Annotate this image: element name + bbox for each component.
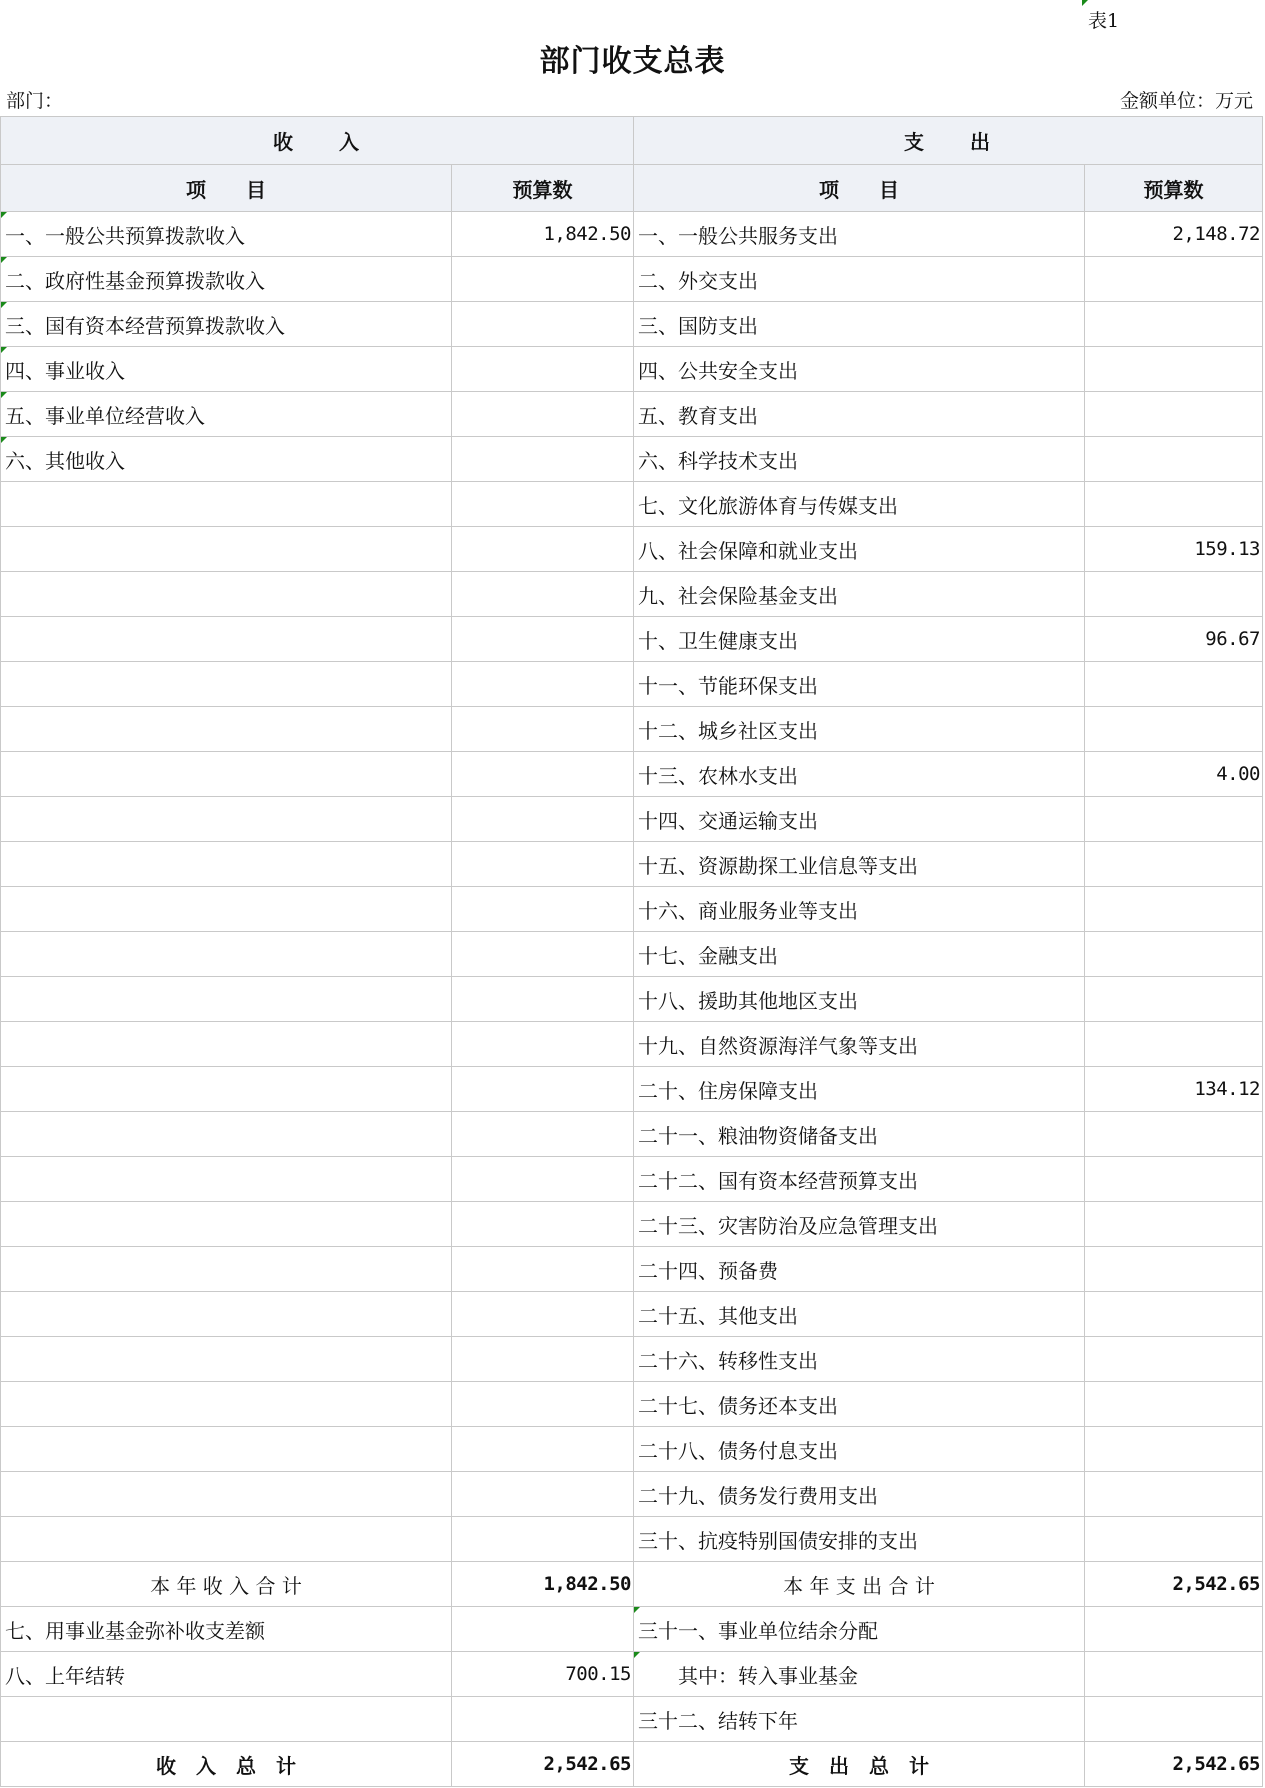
grand-income-total-label [1, 1742, 452, 1787]
expense-item-cell [634, 437, 1085, 482]
expense-item-cell [634, 572, 1085, 617]
table-row [1, 1022, 1263, 1067]
expense-value-cell [1085, 1157, 1263, 1202]
income-item-cell [1, 1517, 452, 1562]
income-item-cell [1, 1202, 452, 1247]
table-row [1, 1067, 1263, 1112]
income-item-cell [1, 662, 452, 707]
grand-income-total-label-text: 收 入 总 计 [156, 1753, 296, 1778]
income-value-cell [452, 1697, 634, 1742]
income-item-cell [1, 1607, 452, 1652]
table-row [1, 1382, 1263, 1427]
income-item-cell [1, 1472, 452, 1517]
income-value-cell [452, 1112, 634, 1157]
expense-value-cell [1085, 1112, 1263, 1157]
income-value-cell [452, 1652, 634, 1697]
expense-item-cell [634, 1247, 1085, 1292]
expense-item-cell [634, 1112, 1085, 1157]
table-row [1, 797, 1263, 842]
expense-value-cell [1085, 527, 1263, 572]
expense-item-cell-text: 十八、援助其他地区支出 [638, 988, 858, 1013]
income-value-cell [452, 617, 634, 662]
income-item-cell [1, 1427, 452, 1472]
table-row [1, 1337, 1263, 1382]
table-row [1, 1427, 1263, 1472]
expense-item-cell-text: 二十九、债务发行费用支出 [638, 1483, 878, 1508]
expense-item-cell [634, 662, 1085, 707]
income-section-header: 收 入 [1, 117, 634, 165]
cell-note-marker [634, 1652, 640, 1658]
table-row [1, 1697, 1263, 1742]
income-item-cell [1, 482, 452, 527]
expense-value-cell [1085, 1022, 1263, 1067]
expense-budget-header: 预算数 [1085, 165, 1263, 212]
expense-item-cell-text: 三、国防支出 [638, 313, 758, 338]
table-row [1, 392, 1263, 437]
expense-item-cell-text: 十四、交通运输支出 [638, 808, 818, 833]
income-value-cell [452, 347, 634, 392]
cell-note-marker [1, 257, 7, 263]
grand-expense-total-value-text: 2,542.65 [1172, 1753, 1260, 1775]
year-income-total-label-text: 本 年 收 入 合 计 [150, 1573, 302, 1598]
income-item-cell [1, 1067, 452, 1112]
income-value-cell [452, 482, 634, 527]
expense-item-cell-text: 十五、资源勘探工业信息等支出 [638, 853, 918, 878]
table-row [1, 1652, 1263, 1697]
income-item-cell [1, 707, 452, 752]
table-row [1, 842, 1263, 887]
expense-item-cell-text: 二十六、转移性支出 [638, 1348, 818, 1373]
expense-item-cell [634, 257, 1085, 302]
expense-item-cell [634, 1337, 1085, 1382]
expense-item-cell [634, 212, 1085, 257]
expense-item-cell-text: 六、科学技术支出 [638, 448, 798, 473]
expense-item-cell-text: 二十一、粮油物资储备支出 [638, 1123, 878, 1148]
table-row [1, 1157, 1263, 1202]
unit-label: 金额单位：万元 [1119, 90, 1253, 112]
income-value-cell [452, 1067, 634, 1112]
expense-value-cell-text: 2,148.72 [1172, 223, 1260, 245]
income-value-cell [452, 1472, 634, 1517]
income-item-cell [1, 527, 452, 572]
expense-item-cell [634, 347, 1085, 392]
income-value-cell [452, 707, 634, 752]
expense-item-cell-text: 十九、自然资源海洋气象等支出 [638, 1033, 918, 1058]
table-row [1, 572, 1263, 617]
income-item-cell [1, 1337, 452, 1382]
table-row [1, 527, 1263, 572]
expense-value-cell [1085, 887, 1263, 932]
expense-item-cell-text: 二十、住房保障支出 [638, 1078, 818, 1103]
income-value-cell [452, 1427, 634, 1472]
expense-value-cell [1085, 1202, 1263, 1247]
income-budget-header: 预算数 [452, 165, 634, 212]
expense-item-cell [634, 932, 1085, 977]
expense-item-cell [634, 1022, 1085, 1067]
expense-item-cell-text: 二十五、其他支出 [638, 1303, 798, 1328]
income-item-cell [1, 797, 452, 842]
income-value-cell [452, 572, 634, 617]
expense-item-cell [634, 1472, 1085, 1517]
grand-expense-total-value [1085, 1742, 1263, 1787]
table-row [1, 1607, 1263, 1652]
expense-item-cell-text: 二十三、灾害防治及应急管理支出 [638, 1213, 938, 1238]
income-item-cell-text: 一、一般公共预算拨款收入 [5, 223, 245, 248]
income-item-cell [1, 1157, 452, 1202]
expense-value-cell [1085, 212, 1263, 257]
table-row [1, 932, 1263, 977]
expense-value-cell-text: 134.12 [1194, 1078, 1260, 1100]
year-expense-total-value [1085, 1562, 1263, 1607]
income-item-cell [1, 932, 452, 977]
income-item-cell [1, 1382, 452, 1427]
column-header-row [1, 165, 1263, 212]
expense-value-cell [1085, 932, 1263, 977]
expense-value-cell [1085, 662, 1263, 707]
expense-item-cell-text: 十、卫生健康支出 [638, 628, 798, 653]
cell-note-marker [1, 212, 7, 218]
income-value-cell [452, 1292, 634, 1337]
expense-item-cell [634, 392, 1085, 437]
cell-note-marker [1, 302, 7, 308]
cell-note-marker [1, 392, 7, 398]
expense-value-cell [1085, 752, 1263, 797]
income-item-cell [1, 977, 452, 1022]
income-value-cell [452, 1022, 634, 1067]
year-expense-total-label-text: 本 年 支 出 合 计 [783, 1573, 935, 1598]
income-item-cell-text: 六、其他收入 [5, 448, 125, 473]
income-item-cell [1, 392, 452, 437]
expense-value-cell [1085, 572, 1263, 617]
section-header-row [1, 117, 1263, 165]
expense-item-header: 项 目 [634, 165, 1085, 212]
year-income-total-value-text: 1,842.50 [543, 1573, 631, 1595]
table-row [1, 662, 1263, 707]
expense-item-cell [634, 887, 1085, 932]
expense-item-cell-text: 四、公共安全支出 [638, 358, 798, 383]
table-row [1, 1247, 1263, 1292]
income-item-cell [1, 1292, 452, 1337]
income-value-cell [452, 842, 634, 887]
expense-value-cell [1085, 1427, 1263, 1472]
expense-value-cell [1085, 302, 1263, 347]
income-value-cell [452, 887, 634, 932]
income-item-cell [1, 1112, 452, 1157]
expense-item-cell-text: 三十二、结转下年 [638, 1708, 798, 1733]
table-row [1, 1472, 1263, 1517]
expense-item-cell-text: 三十、抗疫特别国债安排的支出 [638, 1528, 918, 1553]
year-income-total-value [452, 1562, 634, 1607]
expense-value-cell [1085, 482, 1263, 527]
expense-item-cell [634, 527, 1085, 572]
income-item-cell-text: 三、国有资本经营预算拨款收入 [5, 313, 285, 338]
expense-value-cell [1085, 1067, 1263, 1112]
cell-note-marker [634, 1607, 640, 1613]
expense-value-cell [1085, 257, 1263, 302]
table-row [1, 482, 1263, 527]
expense-item-cell-text: 十二、城乡社区支出 [638, 718, 818, 743]
expense-item-cell [634, 1427, 1085, 1472]
expense-value-cell [1085, 1337, 1263, 1382]
income-value-cell-text: 700.15 [565, 1663, 631, 1685]
expense-value-cell [1085, 1517, 1263, 1562]
expense-item-cell-text: 十六、商业服务业等支出 [638, 898, 858, 923]
income-value-cell [452, 1517, 634, 1562]
income-item-cell [1, 347, 452, 392]
expense-item-cell [634, 1697, 1085, 1742]
income-value-cell [452, 797, 634, 842]
income-value-cell [452, 527, 634, 572]
income-item-cell [1, 1022, 452, 1067]
income-value-cell [452, 932, 634, 977]
expense-item-cell [634, 1157, 1085, 1202]
expense-value-cell [1085, 707, 1263, 752]
expense-item-cell [634, 1517, 1085, 1562]
year-expense-total-label [634, 1562, 1085, 1607]
expense-item-cell [634, 482, 1085, 527]
expense-item-cell-text: 七、文化旅游体育与传媒支出 [638, 493, 898, 518]
year-income-total-label [1, 1562, 452, 1607]
table-row [1, 752, 1263, 797]
expense-item-cell [634, 1382, 1085, 1427]
expense-item-cell [634, 302, 1085, 347]
table-row [1, 257, 1263, 302]
expense-value-cell [1085, 1292, 1263, 1337]
table-row [1, 707, 1263, 752]
income-item-cell [1, 437, 452, 482]
expense-value-cell [1085, 617, 1263, 662]
expense-value-cell-text: 96.67 [1205, 628, 1260, 650]
expense-value-cell [1085, 797, 1263, 842]
expense-item-cell [634, 707, 1085, 752]
income-item-header: 项 目 [1, 165, 452, 212]
income-value-cell [452, 1202, 634, 1247]
table-row [1, 1292, 1263, 1337]
expense-item-cell [634, 617, 1085, 662]
income-item-cell [1, 842, 452, 887]
expense-item-cell [634, 752, 1085, 797]
expense-item-cell-text: 十一、节能环保支出 [638, 673, 818, 698]
income-value-cell [452, 1247, 634, 1292]
table-row [1, 437, 1263, 482]
expense-value-cell [1085, 1382, 1263, 1427]
table-row [1, 1517, 1263, 1562]
income-item-cell-text: 八、上年结转 [5, 1663, 125, 1688]
cell-note-marker [1082, 0, 1088, 6]
expense-value-cell [1085, 437, 1263, 482]
expense-item-cell-text: 五、教育支出 [638, 403, 758, 428]
table-row [1, 347, 1263, 392]
expense-item-cell-text: 九、社会保险基金支出 [638, 583, 838, 608]
cell-note-marker [1, 437, 7, 443]
table-row [1, 212, 1263, 257]
income-value-cell [452, 257, 634, 302]
income-expense-table [0, 116, 1263, 1787]
expense-item-cell [634, 1652, 1085, 1697]
table-row [1, 887, 1263, 932]
expense-item-cell-text: 二十二、国有资本经营预算支出 [638, 1168, 918, 1193]
expense-value-cell [1085, 1697, 1263, 1742]
expense-value-cell [1085, 392, 1263, 437]
income-item-cell [1, 617, 452, 662]
income-item-cell [1, 257, 452, 302]
cell-note-marker [1, 347, 7, 353]
income-item-cell-text: 二、政府性基金预算拨款收入 [5, 268, 265, 293]
expense-item-cell [634, 1067, 1085, 1112]
year-total-row [1, 1562, 1263, 1607]
income-item-cell [1, 572, 452, 617]
income-item-cell [1, 1697, 452, 1742]
expense-item-cell-text: 十七、金融支出 [638, 943, 778, 968]
expense-item-cell-text: 一、一般公共服务支出 [638, 223, 838, 248]
income-value-cell [452, 1607, 634, 1652]
income-item-cell [1, 212, 452, 257]
expense-item-cell-text: 二十八、债务付息支出 [638, 1438, 838, 1463]
table-row [1, 1202, 1263, 1247]
expense-item-cell-text: 十三、农林水支出 [638, 763, 798, 788]
income-value-cell [452, 212, 634, 257]
grand-income-total-value [452, 1742, 634, 1787]
income-value-cell [452, 1157, 634, 1202]
expense-value-cell [1085, 1472, 1263, 1517]
expense-value-cell-text: 159.13 [1194, 538, 1260, 560]
grand-total-row [1, 1742, 1263, 1787]
expense-item-cell-text: 二十四、预备费 [638, 1258, 778, 1283]
expense-value-cell [1085, 1607, 1263, 1652]
expense-value-cell [1085, 1652, 1263, 1697]
income-item-cell-text: 七、用事业基金弥补收支差额 [5, 1618, 265, 1643]
expense-value-cell [1085, 842, 1263, 887]
table-number [1088, 6, 1119, 33]
income-value-cell [452, 392, 634, 437]
expense-item-cell [634, 977, 1085, 1022]
year-expense-total-value-text: 2,542.65 [1172, 1573, 1260, 1595]
page-title: 部门收支总表 [539, 44, 726, 79]
expense-value-cell [1085, 1247, 1263, 1292]
income-value-cell [452, 1337, 634, 1382]
expense-item-cell-text: 二十七、债务还本支出 [638, 1393, 838, 1418]
expense-value-cell [1085, 347, 1263, 392]
grand-expense-total-label [634, 1742, 1085, 1787]
table-row [1, 977, 1263, 1022]
income-item-cell [1, 302, 452, 347]
expense-item-cell-text: 三十一、事业单位结余分配 [638, 1618, 878, 1643]
income-item-cell-text: 五、事业单位经营收入 [5, 403, 205, 428]
expense-item-cell [634, 797, 1085, 842]
income-value-cell [452, 302, 634, 347]
expense-value-cell [1085, 977, 1263, 1022]
table-row [1, 1112, 1263, 1157]
department-label: 部门： [6, 90, 64, 112]
expense-value-cell-text: 4.00 [1216, 763, 1260, 785]
expense-section-header: 支 出 [634, 117, 1263, 165]
grand-income-total-value-text: 2,542.65 [543, 1753, 631, 1775]
income-value-cell [452, 752, 634, 797]
income-item-cell [1, 887, 452, 932]
income-value-cell [452, 437, 634, 482]
income-value-cell [452, 1382, 634, 1427]
income-value-cell [452, 977, 634, 1022]
expense-item-cell-text: 其中：转入事业基金 [678, 1663, 858, 1688]
expense-item-cell [634, 1202, 1085, 1247]
grand-expense-total-label-text: 支 出 总 计 [789, 1753, 929, 1778]
expense-item-cell [634, 1292, 1085, 1337]
income-item-cell [1, 1247, 452, 1292]
expense-item-cell [634, 1607, 1085, 1652]
table-number-text: 表1 [1088, 10, 1120, 32]
expense-item-cell-text: 二、外交支出 [638, 268, 758, 293]
expense-item-cell [634, 842, 1085, 887]
income-item-cell [1, 752, 452, 797]
income-value-cell-text: 1,842.50 [543, 223, 631, 245]
table-row [1, 302, 1263, 347]
income-value-cell [452, 662, 634, 707]
income-item-cell [1, 1652, 452, 1697]
table-row [1, 617, 1263, 662]
expense-item-cell-text: 八、社会保障和就业支出 [638, 538, 858, 563]
income-item-cell-text: 四、事业收入 [5, 358, 125, 383]
